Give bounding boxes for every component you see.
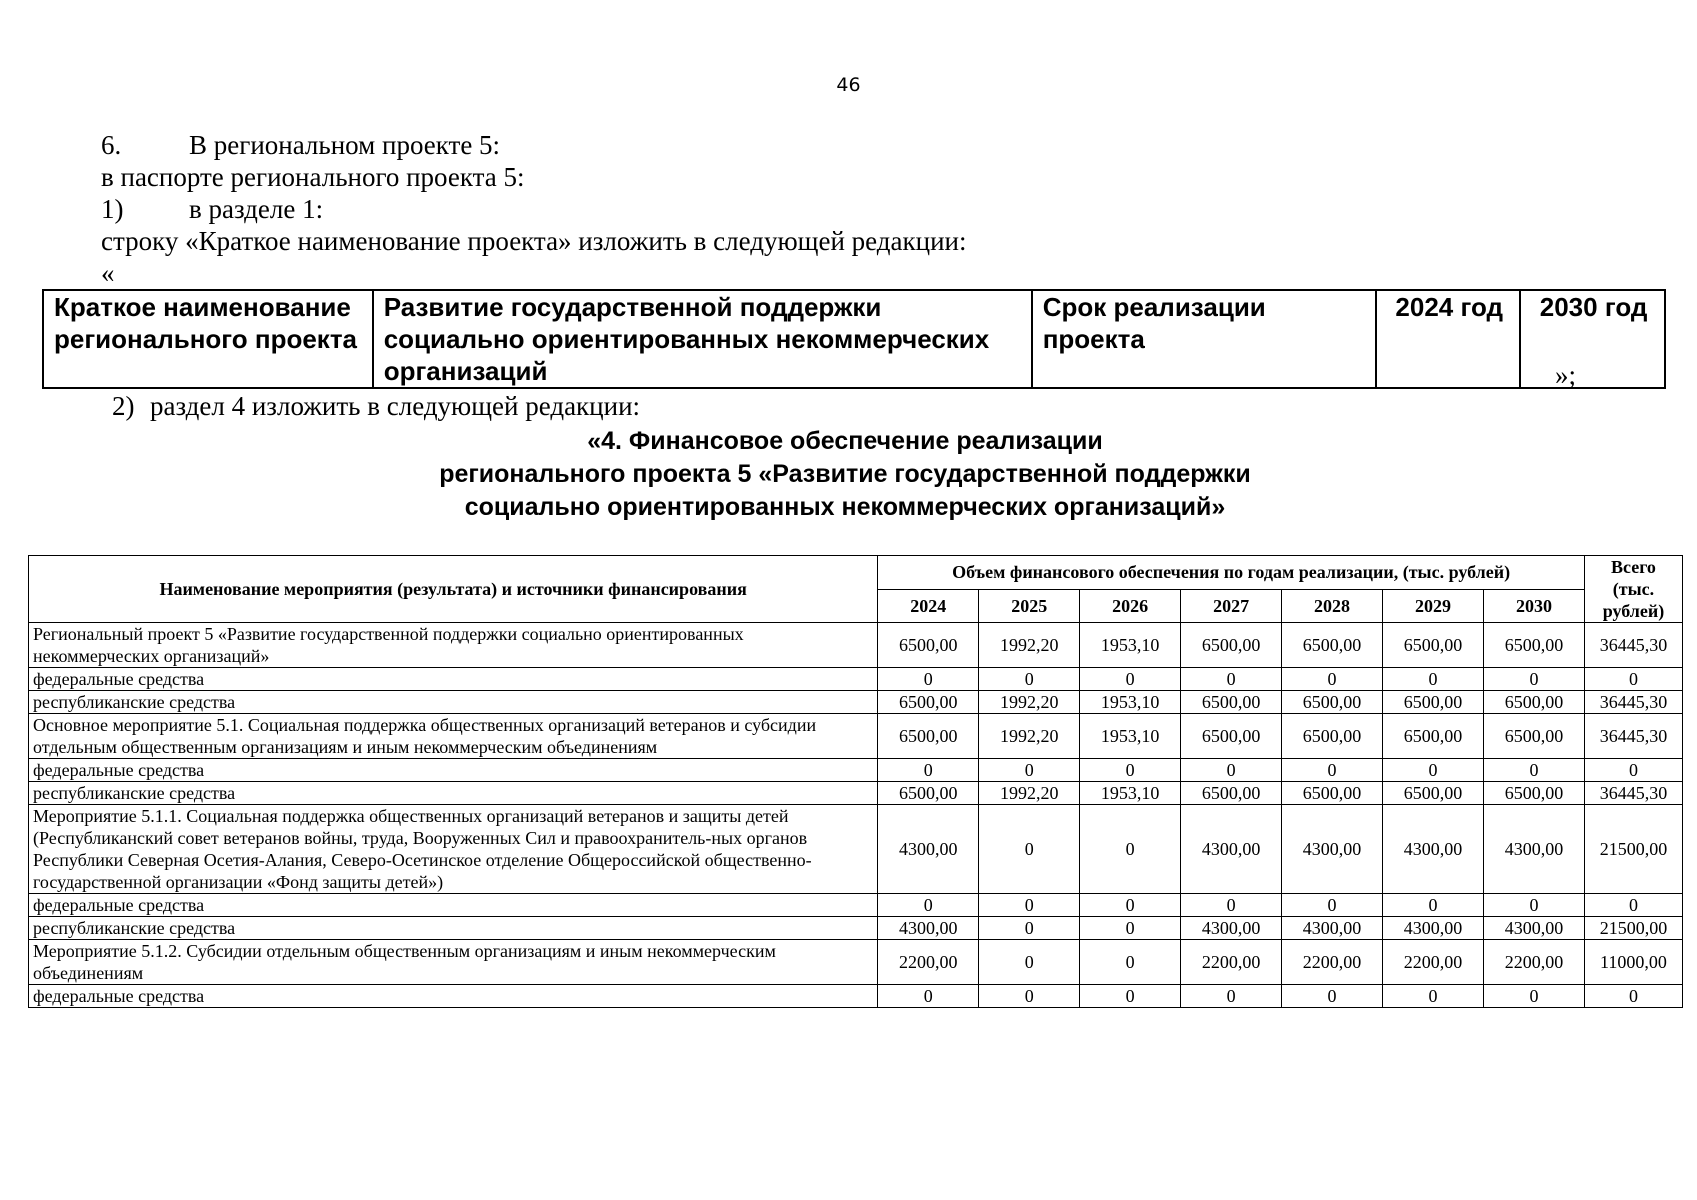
year-header: 2024	[878, 589, 979, 623]
term-label: Срок реализации проекта	[1032, 290, 1377, 388]
short-name-label: Краткое наименование регионального проекта	[43, 290, 373, 388]
row-value: 0	[979, 805, 1080, 894]
intro-line-1	[101, 129, 500, 161]
closing-quote: »;	[1555, 360, 1577, 390]
row-value: 0	[1181, 759, 1282, 782]
row-value: 0	[1483, 668, 1584, 691]
row-value: 2200,00	[1282, 940, 1383, 985]
row-value: 0	[1080, 985, 1181, 1008]
row-value: 6500,00	[1383, 714, 1484, 759]
row-value: 6500,00	[1181, 623, 1282, 668]
row-value: 0	[1383, 759, 1484, 782]
row-value: 0	[1383, 894, 1484, 917]
row-value: 4300,00	[1383, 917, 1484, 940]
heading-line: «4. Финансовое обеспечение реализации	[587, 427, 1103, 455]
row-value: 1953,10	[1080, 782, 1181, 805]
row-value: 0	[1080, 759, 1181, 782]
row-value: 6500,00	[1181, 714, 1282, 759]
section-heading	[380, 425, 1310, 524]
row-total: 0	[1584, 894, 1682, 917]
row-value: 0	[1181, 985, 1282, 1008]
row-name: федеральные средства	[29, 894, 878, 917]
row-total: 36445,30	[1584, 714, 1682, 759]
table-row	[29, 894, 1683, 917]
row-value: 2200,00	[878, 940, 979, 985]
row-value: 4300,00	[1181, 917, 1282, 940]
row-name: Мероприятие 5.1.1. Социальная поддержка общественных организаций ветеранов и защиты детей (Республиканский совет ветеранов войны, труда, Вооруженных Сил и правоохранитель-ных органов Республики Северная Осетия-Алания, Северо-Осетинское отделение Общероссийской общественно-государственной организации «Фонд защиты детей»)	[29, 805, 878, 894]
table-row	[43, 290, 1665, 388]
col-volume-header: Объем финансового обеспечения по годам реализации, (тыс. рублей)	[878, 556, 1585, 590]
row-value: 0	[979, 668, 1080, 691]
row-value: 0	[1282, 759, 1383, 782]
row-value: 0	[1383, 985, 1484, 1008]
table-row	[29, 917, 1683, 940]
row-value: 0	[979, 894, 1080, 917]
row-value: 0	[1181, 668, 1282, 691]
row-value: 1992,20	[979, 782, 1080, 805]
row-value: 6500,00	[1282, 714, 1383, 759]
row-value: 4300,00	[1383, 805, 1484, 894]
start-year: 2024 год	[1376, 290, 1520, 388]
row-name: федеральные средства	[29, 668, 878, 691]
year-header: 2025	[979, 589, 1080, 623]
row-value: 2200,00	[1383, 940, 1484, 985]
table-row	[29, 623, 1683, 668]
row-value: 0	[1080, 940, 1181, 985]
table-row	[29, 940, 1683, 985]
item-2	[112, 391, 640, 422]
page-number: 46	[836, 74, 861, 96]
row-value: 1992,20	[979, 691, 1080, 714]
row-value: 2200,00	[1483, 940, 1584, 985]
row-value: 0	[1080, 894, 1181, 917]
row-value: 0	[979, 940, 1080, 985]
row-value: 1953,10	[1080, 691, 1181, 714]
row-name: Мероприятие 5.1.2. Субсидии отдельным общественным организациям и иным некоммерческим объединениям	[29, 940, 878, 985]
table-row	[29, 805, 1683, 894]
year-header: 2028	[1282, 589, 1383, 623]
row-value: 4300,00	[1483, 805, 1584, 894]
row-total: 0	[1584, 985, 1682, 1008]
row-value: 6500,00	[1483, 623, 1584, 668]
end-year: 2030 год	[1520, 290, 1665, 388]
row-value: 0	[1483, 759, 1584, 782]
col-name-header: Наименование мероприятия (результата) и источники финансирования	[29, 556, 878, 623]
finance-table	[28, 555, 1683, 1008]
row-total: 0	[1584, 668, 1682, 691]
row-value: 0	[1080, 668, 1181, 691]
year-header: 2029	[1383, 589, 1484, 623]
table-row	[29, 668, 1683, 691]
row-value: 0	[979, 985, 1080, 1008]
row-value: 1992,20	[979, 714, 1080, 759]
row-value: 6500,00	[1282, 782, 1383, 805]
row-name: федеральные средства	[29, 759, 878, 782]
row-value: 4300,00	[1282, 805, 1383, 894]
short-name-table	[42, 289, 1666, 389]
heading-line: регионального проекта 5 «Развитие государственной поддержки	[439, 460, 1251, 488]
table-row	[29, 714, 1683, 759]
row-name: Региональный проект 5 «Развитие государственной поддержки социально ориентированных некоммерческих организаций»	[29, 623, 878, 668]
row-value: 6500,00	[1181, 782, 1282, 805]
row-name: республиканские средства	[29, 917, 878, 940]
short-name-value: Развитие государственной поддержки социально ориентированных некоммерческих организаций	[373, 290, 1032, 388]
row-name: Основное мероприятие 5.1. Социальная поддержка общественных организаций ветеранов и субсидии отдельным общественным организациям и иным некоммерческим объединениям	[29, 714, 878, 759]
row-value: 0	[979, 917, 1080, 940]
row-value: 4300,00	[1181, 805, 1282, 894]
row-value: 1992,20	[979, 623, 1080, 668]
item-text: в разделе 1:	[189, 194, 324, 224]
row-value: 0	[1282, 668, 1383, 691]
item-text: раздел 4 изложить в следующей редакции:	[150, 391, 641, 421]
row-name: республиканские средства	[29, 691, 878, 714]
row-name: федеральные средства	[29, 985, 878, 1008]
row-name: республиканские средства	[29, 782, 878, 805]
row-value: 6500,00	[878, 714, 979, 759]
row-value: 6500,00	[1383, 623, 1484, 668]
row-total: 11000,00	[1584, 940, 1682, 985]
row-value: 6500,00	[1483, 782, 1584, 805]
row-value: 4300,00	[1282, 917, 1383, 940]
row-value: 0	[878, 759, 979, 782]
row-value: 6500,00	[1383, 782, 1484, 805]
row-value: 0	[878, 894, 979, 917]
row-total: 21500,00	[1584, 917, 1682, 940]
row-total: 0	[1584, 759, 1682, 782]
intro-line-3	[101, 193, 323, 225]
intro-line-2: в паспорте регионального проекта 5:	[101, 162, 525, 192]
row-value: 0	[878, 668, 979, 691]
row-value: 0	[1383, 668, 1484, 691]
row-value: 0	[1181, 894, 1282, 917]
row-value: 6500,00	[1282, 623, 1383, 668]
row-total: 36445,30	[1584, 623, 1682, 668]
table-row	[29, 985, 1683, 1008]
row-value: 0	[1080, 805, 1181, 894]
table-row	[29, 782, 1683, 805]
item-number: 2)	[112, 391, 135, 421]
row-value: 6500,00	[878, 691, 979, 714]
row-value: 6500,00	[1483, 691, 1584, 714]
row-value: 0	[1483, 894, 1584, 917]
row-total: 21500,00	[1584, 805, 1682, 894]
row-value: 1953,10	[1080, 623, 1181, 668]
intro-line-4: строку «Краткое наименование проекта» изложить в следующей редакции:	[101, 226, 967, 256]
row-value: 6500,00	[878, 782, 979, 805]
row-value: 0	[1282, 894, 1383, 917]
year-header: 2027	[1181, 589, 1282, 623]
row-value: 0	[979, 759, 1080, 782]
row-total: 36445,30	[1584, 691, 1682, 714]
row-value: 0	[1483, 985, 1584, 1008]
row-total: 36445,30	[1584, 782, 1682, 805]
heading-line: социально ориентированных некоммерческих организаций»	[464, 493, 1226, 521]
col-total-header: Всего (тыс. рублей)	[1584, 556, 1682, 623]
item-number: 1)	[101, 194, 124, 224]
table-row	[29, 759, 1683, 782]
row-value: 1953,10	[1080, 714, 1181, 759]
row-value: 6500,00	[1383, 691, 1484, 714]
row-value: 4300,00	[1483, 917, 1584, 940]
header-row	[29, 556, 1683, 590]
finance-table-body	[29, 623, 1683, 1008]
row-value: 4300,00	[878, 805, 979, 894]
row-value: 6500,00	[1181, 691, 1282, 714]
year-header: 2030	[1483, 589, 1584, 623]
table-row	[29, 691, 1683, 714]
row-value: 0	[1282, 985, 1383, 1008]
row-value: 4300,00	[878, 917, 979, 940]
opening-quote: «	[101, 258, 115, 288]
item-text: В региональном проекте 5:	[189, 130, 501, 160]
row-value: 0	[878, 985, 979, 1008]
row-value: 0	[1080, 917, 1181, 940]
year-header: 2026	[1080, 589, 1181, 623]
row-value: 6500,00	[1483, 714, 1584, 759]
item-number: 6.	[101, 130, 122, 160]
row-value: 2200,00	[1181, 940, 1282, 985]
row-value: 6500,00	[878, 623, 979, 668]
row-value: 6500,00	[1282, 691, 1383, 714]
